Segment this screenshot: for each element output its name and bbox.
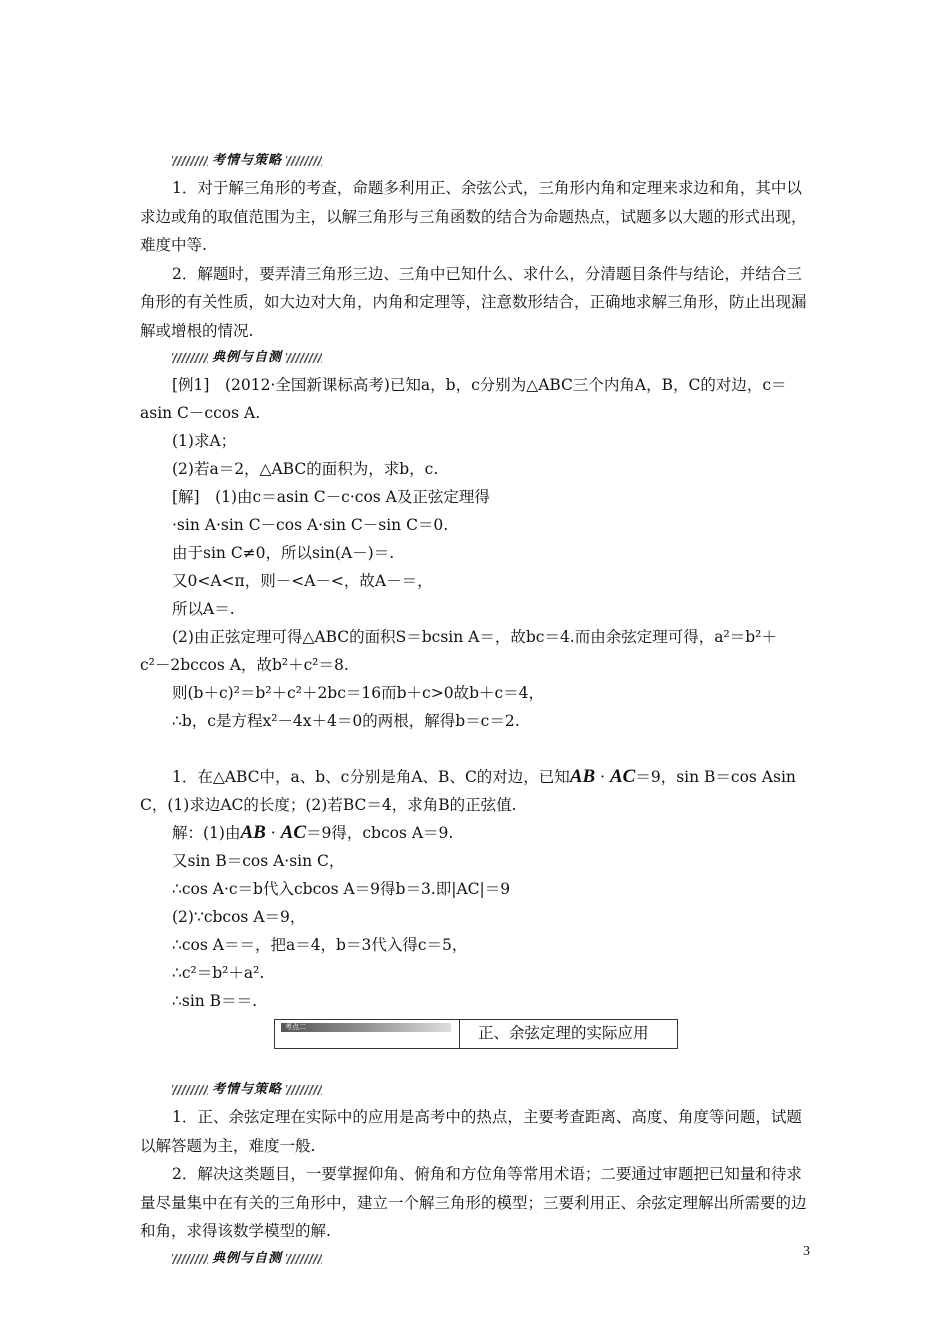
hatch-decoration-icon	[286, 156, 322, 166]
topic-badge-cell	[275, 1020, 460, 1048]
example-line: 所以A＝.	[172, 600, 235, 618]
hatch-decoration-icon	[172, 156, 208, 166]
page-content	[140, 148, 812, 1272]
section-header-strategy: 考情与策略	[172, 1077, 812, 1103]
solution-line: ∴sin B＝＝.	[172, 992, 258, 1010]
example-line: 则(b＋c)²＝b²＋c²＋2bc＝16而b＋c>0故b＋c＝4，	[172, 684, 545, 702]
topic-badge: 考点二	[281, 1023, 451, 1032]
solution-line: 又sin B＝cos A·sin C，	[172, 852, 345, 870]
example-line: [解] (1)由c＝asin C－c·cos A及正弦定理得	[172, 488, 490, 506]
example-line: (2)若a＝2，△ABC的面积为，求b，c.	[172, 460, 439, 478]
solution-line: ∴c²＝b²＋a².	[172, 964, 265, 982]
example-line: ·sin A·sin C－cos A·sin C－sin C＝0.	[172, 516, 449, 534]
paragraph: 1．对于解三角形的考查，命题多利用正、余弦公式，三角形内角和定理来求边和角，其中以求边或角的取值范围为主，以解三角形与三角函数的结合为命题热点，试题多以大题的形式出现，难度中等.	[140, 179, 807, 254]
section-header-examples: 典例与自测	[172, 345, 812, 371]
vector-ab: AB	[569, 766, 596, 787]
hatch-decoration-icon	[286, 353, 322, 363]
section-header-strategy: 考情与策略	[172, 148, 812, 174]
section-header-examples: 典例与自测	[172, 1246, 812, 1272]
vector-ab: AB	[240, 822, 266, 843]
dot-operator: ·	[600, 768, 606, 786]
example-line: 又0<A<π，则－<A－<，故A－＝，	[172, 572, 433, 590]
solution-line: ∴cos A＝＝，把a＝4，b＝3代入得c＝5，	[172, 936, 468, 954]
page-number: 3	[803, 1244, 810, 1259]
hatch-decoration-icon	[172, 1254, 208, 1264]
solution-line: ∴cos A·c＝b代入cbcos A＝9得b＝3.即|AC|＝9	[172, 880, 511, 898]
topic-title: 正、余弦定理的实际应用	[478, 1024, 649, 1042]
hatch-decoration-icon	[172, 1085, 208, 1095]
example-line: ∴b，c是方程x²－4x＋4＝0的两根，解得b＝c＝2.	[172, 712, 520, 730]
example-line: c²－2bccos A，故b²＋c²＝8.	[140, 656, 349, 674]
spacer	[140, 1049, 812, 1077]
vector-ac: AC	[609, 766, 636, 787]
paragraph: 2．解决这类题目，一要掌握仰角、俯角和方位角等常用术语；二要通过审题把已知量和待求量尽量集中在有关的三角形中，建立一个解三角形的模型；三要利用正、余弦定理解出所需要的边和角，求得该数学模型的解.	[140, 1165, 807, 1240]
solution-line: (2)∵cbcos A＝9，	[172, 908, 306, 926]
paragraph: 1．正、余弦定理在实际中的应用是高考中的热点，主要考查距离、高度、角度等问题，试题以解答题为主，难度一般.	[140, 1108, 802, 1155]
problem-statement: 1．在△ABC中，a、b、c分别是角A、B、C的对边，已知AB · AC＝9，sin B＝cos Asin	[172, 766, 796, 787]
topic-banner	[274, 1019, 678, 1049]
example-line: (1)求A；	[172, 432, 237, 450]
vector-ac: AC	[280, 822, 306, 843]
solution-line: 解：(1)由AB · AC＝9得，cbcos A＝9.	[172, 822, 454, 843]
hatch-decoration-icon	[172, 353, 208, 363]
example-line: 由于sin C≠0，所以sin(A－)＝.	[172, 544, 395, 562]
hatch-decoration-icon	[286, 1085, 322, 1095]
problem-line: C，(1)求边AC的长度；(2)若BC＝4，求角B的正弦值.	[140, 796, 517, 814]
spacer	[140, 735, 812, 763]
dot-operator: ·	[270, 824, 276, 842]
example-line: asin C－ccos A.	[140, 404, 261, 422]
hatch-decoration-icon	[286, 1254, 322, 1264]
example-line: [例1] (2012·全国新课标高考)已知a，b，c分别为△ABC三个内角A，B，C的对边，c＝	[172, 376, 787, 394]
example-line: (2)由正弦定理可得△ABC的面积S＝bcsin A＝，故bc＝4.而由余弦定理可得，a²＝b²＋	[172, 628, 777, 646]
paragraph: 2．解题时，要弄清三角形三边、三角中已知什么、求什么，分清题目条件与结论，并结合三角形的有关性质，如大边对大角，内角和定理等，注意数形结合，正确地求解三角形，防止出现漏解或增根的情况.	[140, 264, 807, 340]
